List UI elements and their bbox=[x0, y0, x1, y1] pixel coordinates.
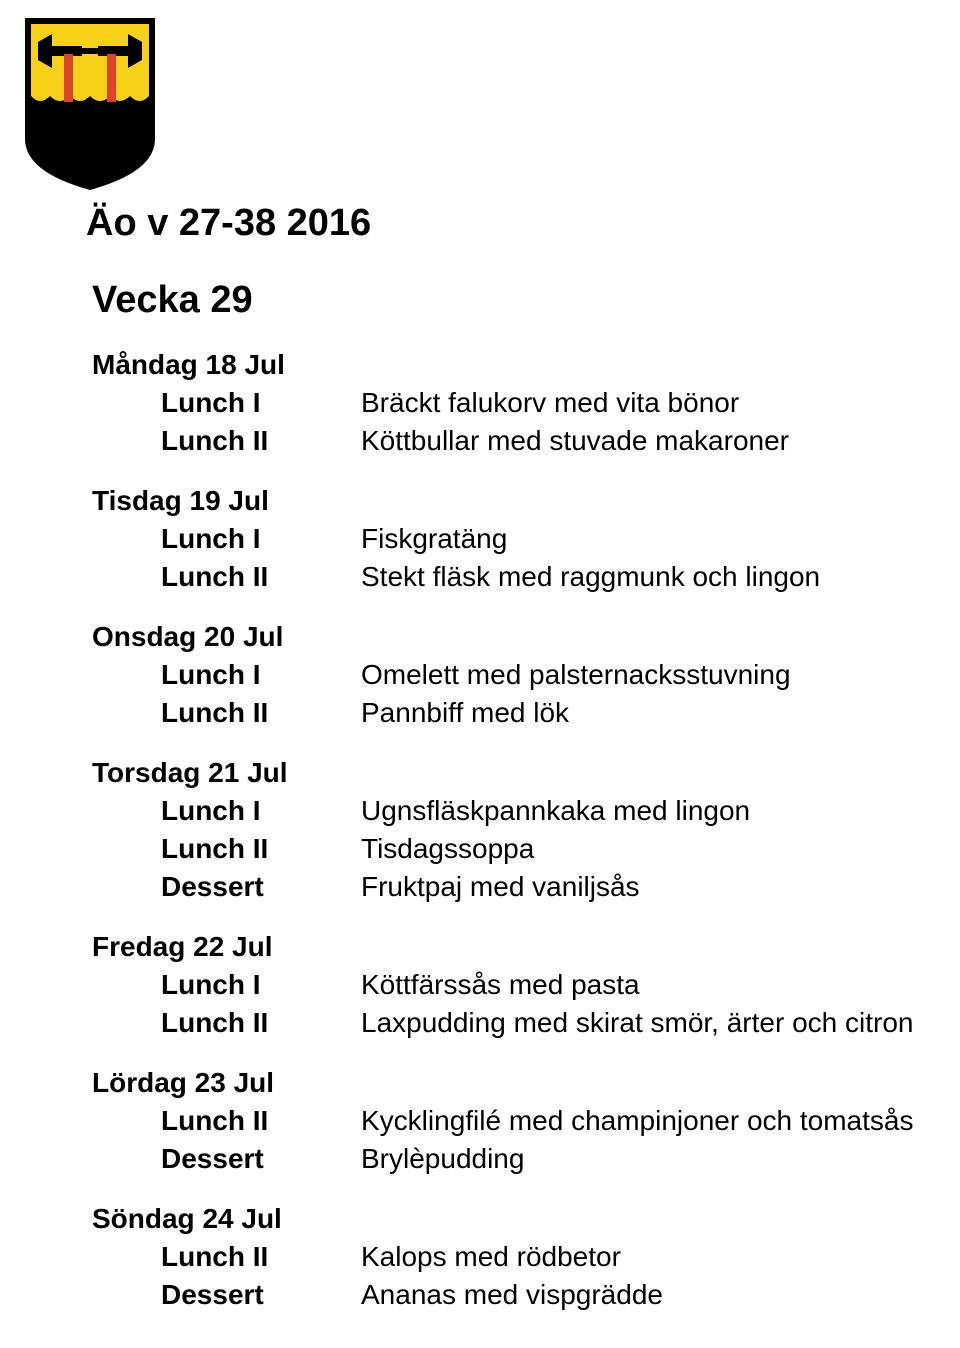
meal-label: Lunch II bbox=[161, 1241, 269, 1272]
meal-dish: Bräckt falukorv med vita bönor bbox=[361, 387, 740, 418]
meal-row bbox=[0, 966, 960, 1004]
meal-dish: Ananas med vispgrädde bbox=[361, 1279, 663, 1310]
meal-label: Lunch II bbox=[161, 425, 269, 456]
meal-label: Lunch II bbox=[161, 1105, 269, 1136]
meal-row bbox=[0, 558, 960, 596]
day-block bbox=[0, 482, 960, 596]
meal-dish: Ugnsfläskpannkaka med lingon bbox=[361, 795, 751, 826]
meal-label: Lunch II bbox=[161, 833, 269, 864]
meal-dish: Laxpudding med skirat smör, ärter och citron bbox=[361, 1007, 914, 1038]
meal-dish: Tisdagssoppa bbox=[361, 833, 535, 864]
day-heading: Söndag 24 Jul bbox=[92, 1203, 282, 1234]
meal-row bbox=[0, 656, 960, 694]
meal-label: Lunch II bbox=[161, 561, 269, 592]
meal-label: Lunch I bbox=[161, 795, 261, 826]
meal-row bbox=[0, 422, 960, 460]
meal-dish: Kycklingfilé med champinjoner och tomatsås bbox=[361, 1105, 914, 1136]
day-block bbox=[0, 618, 960, 732]
meal-dish: Fiskgratäng bbox=[361, 523, 508, 554]
meal-label: Lunch I bbox=[161, 659, 261, 690]
week-heading: Vecka 29 bbox=[92, 279, 253, 321]
day-heading: Måndag 18 Jul bbox=[92, 349, 285, 380]
day-block bbox=[0, 928, 960, 1042]
meal-label: Dessert bbox=[161, 1143, 264, 1174]
day-heading: Torsdag 21 Jul bbox=[92, 757, 288, 788]
meal-row bbox=[0, 792, 960, 830]
meal-row bbox=[0, 830, 960, 868]
meal-label: Dessert bbox=[161, 1279, 264, 1310]
meal-dish: Köttbullar med stuvade makaroner bbox=[361, 425, 789, 456]
meal-dish: Brylèpudding bbox=[361, 1143, 525, 1174]
meal-row bbox=[0, 1004, 960, 1042]
meal-label: Lunch I bbox=[161, 523, 261, 554]
meal-dish: Stekt fläsk med raggmunk och lingon bbox=[361, 561, 821, 592]
meal-dish: Köttfärssås med pasta bbox=[361, 969, 640, 1000]
day-heading: Tisdag 19 Jul bbox=[92, 485, 269, 516]
meal-dish: Kalops med rödbetor bbox=[361, 1241, 621, 1272]
meal-dish: Fruktpaj med vaniljsås bbox=[361, 871, 640, 902]
meal-label: Lunch II bbox=[161, 1007, 269, 1038]
meal-label: Lunch I bbox=[161, 969, 261, 1000]
day-heading: Fredag 22 Jul bbox=[92, 931, 273, 962]
day-block bbox=[0, 754, 960, 906]
meal-dish: Omelett med palsternacksstuvning bbox=[361, 659, 791, 690]
coat-of-arms-logo bbox=[20, 14, 160, 192]
meal-row bbox=[0, 384, 960, 422]
meal-label: Dessert bbox=[161, 871, 264, 902]
day-block bbox=[0, 1200, 960, 1314]
meal-row bbox=[0, 1102, 960, 1140]
meal-label: Lunch I bbox=[161, 387, 261, 418]
page-title: Äo v 27-38 2016 bbox=[86, 202, 372, 244]
meal-dish: Pannbiff med lök bbox=[361, 697, 570, 728]
day-heading: Lördag 23 Jul bbox=[92, 1067, 275, 1098]
meal-label: Lunch II bbox=[161, 697, 269, 728]
day-block bbox=[0, 346, 960, 460]
day-block bbox=[0, 1064, 960, 1178]
meal-row bbox=[0, 694, 960, 732]
meal-row bbox=[0, 868, 960, 906]
meal-row bbox=[0, 1238, 960, 1276]
meal-row bbox=[0, 1140, 960, 1178]
day-heading: Onsdag 20 Jul bbox=[92, 621, 284, 652]
meal-row bbox=[0, 520, 960, 558]
meal-row bbox=[0, 1276, 960, 1314]
menu-list bbox=[0, 346, 960, 1336]
